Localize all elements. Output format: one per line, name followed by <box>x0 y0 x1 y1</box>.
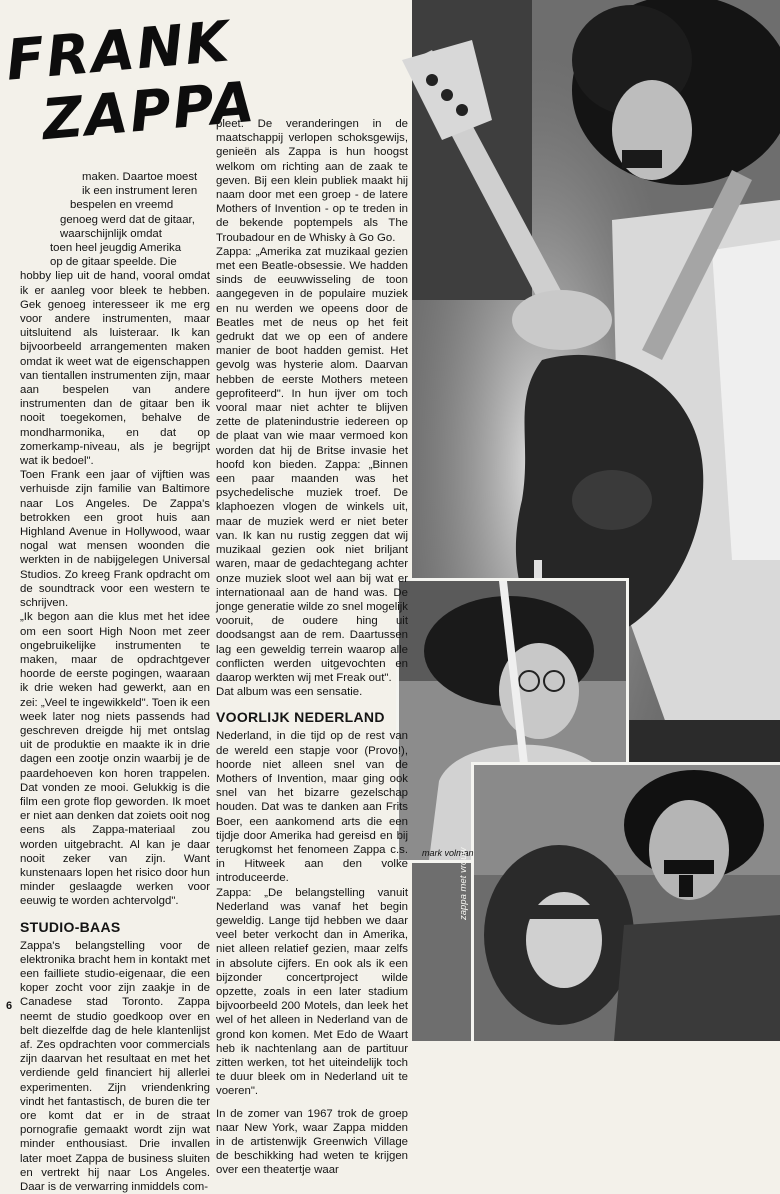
body-paragraph: pleet. De veranderingen in de maatschappij verlopen schoksgewijs, genieën als Zappa is hun hoogst welkom om richting aan de zaak te geven. Bij een klein publiek maakt hij naam door met een groep - de latere Mothers of Invention - op te treden in de bekende poptempels als The Troubadour en de Whisky à Go Go. <box>216 118 408 244</box>
page-number: 6 <box>6 1000 13 1012</box>
body-paragraph: Toen Frank een jaar of vijftien was verhuisde zijn familie van Baltimore naar Los Angeles. De Zappa's betrokken een groot huis aan Highland Avenue in Hollywood, waar nogal wat mensen woonden die werkten in de nabijgelegen Universal Studios. Zo kreeg Frank opdracht om de soundtrack voor een western te schrijven. <box>20 469 210 610</box>
paragraph-spacer <box>216 1099 408 1107</box>
body-paragraph: Nederland, in die tijd op de rest van de wereld een stapje voor (Provo!), hoorde niet alleen snel van de Mothers of Invention, maar ging ook snel van het bizarre gezelschap houden. Dat was te danken aan Frits Boer, een aankomend arts die een tijdje door Amerika had gereisd en bij terugkomst het fenomeen Zappa c.s. in Hitweek aan den volke introduceerde. <box>216 730 408 885</box>
body-paragraph: Zappa: „De belangstelling vanuit Nederland was vanaf het begin geweldig. Lange tijd hebben we daar veel beter verkocht dan in Amerika, niet alleen relatief gezien, maar zelfs in absolute cijfers. En ook als ik een bijzonder concertproject wilde opzette, zoals in een later stadium bijvoorbeeld 200 Motels, dan leek het wel of het alleen in Nederland van de grond kon komen. Met Edo de Waart heb ik nachtenlang aan de partituur zitten werken, tot het uiteindelijk toch te duur bleek om in Nederland uit te voeren". <box>216 886 408 1098</box>
headline-zappa: ZAPPA <box>39 69 259 154</box>
caption-zappa-met-vrouw: zappa met vrouw <box>458 847 469 920</box>
intro-line: genoeg werd dat de gitaar, <box>60 213 195 226</box>
intro-line: maken. Daartoe moest <box>82 171 198 183</box>
body-paragraph: In de zomer van 1967 trok de groep naar New York, waar Zappa midden in de artistenwijk Greenwich Village de beschikking had weten te krijgen over een theatertje waar <box>216 1107 408 1177</box>
intro-line: toen heel jeugdig Amerika <box>50 242 182 255</box>
subheading-studio-baas: STUDIO-BAAS <box>20 918 121 935</box>
subheading-voorlijk-nederland: VOORLIJK NEDERLAND <box>216 709 385 726</box>
zappa-wife-photo <box>471 762 780 1041</box>
intro-line: bespelen en vreemd <box>70 199 174 212</box>
body-paragraph: hobby liep uit de hand, vooral omdat ik er aanleg voor bleek te hebben. Gek genoeg interesseer ik me erg voor andere instrumenten, maar uitsluitend als luisteraar. Ik kan bijvoorbeeld arrangementen maken omdat ik weet wat de eigenschappen van tientallen instrumenten zijn, maar aan bespelen van andere instrumenten dan de gitaar ben ik nooit toegekomen, behalve de mondharmonika, en dat op zomerkamp-niveau, als je begrijpt wat ik bedoel". <box>20 270 210 468</box>
body-paragraph: Zappa: „Amerika zat muzikaal gezien met een Beatle-obsessie. We hadden sinds de eeuwwisseling de toon aangegeven in de populaire muziek en nu werden we opeens door de Beatles met de neus op het feit gedrukt dat we op een of andere manier de boot hadden gemist. Het gevolg was hysterie alom. Daarvan hebben de eerste Mothers meteen geprofiteerd". In hun ijver om toch vooral maar niet achter te blijven zette de platenindustrie iedereen op de plaat van wie maar vermoed kon worden dat hij de Britse invasie het hoofd kon bieden. Zappa: „Binnen een paar maanden was het psychedelische muziek troef. De klaphoezen vlogen de winkels uit, maar de muziek werd er niet beter van. Ik kan nu rustig zeggen dat wij muzikaal gezien ook niet briljant waren, maar de gedachtegang achter onze muziek sloot wel aan bij wat er internationaal aan de hand was. De jonge generatie wilde zo snel mogelijk vooruit, de oudere hing uit doodsangst aan de rem. Daartussen lag een geweldig terrein waarop alle conflicten werden uitgevochten en daarop werkten wij met Freak out". <box>216 245 408 684</box>
intro-line: ik een instrument leren <box>82 185 198 198</box>
left-text-column <box>20 170 210 1194</box>
headline-frank: FRANK <box>3 9 234 94</box>
body-paragraph: Dat album was een sensatie. <box>216 686 363 699</box>
zappa-wife-image <box>474 765 780 1041</box>
body-paragraph: Zappa's belangstelling voor de elektronika bracht hem in kontakt met een failliete studio-eigenaar, die een koper zocht voor zijn zaakje in de Canadese stad Toronto. Zappa neemt de studio goedkoop over en belt diezelfde dag de hele klantenlijst af. Zes opdrachten voor commercials zijn daarvan het resultaat en met het verdiende geld financiert hij allerlei experimenten. Zijn vriendenkring vindt het fantastisch, de buren die ter ore komt dat er in de straat pornografie gemaakt wordt zijn wat minder enthousiast. Drie invallen later moet Zappa de business sluiten en vertrekt hij naar Los Angeles. Daar is de verwarring inmiddels com- <box>20 939 210 1194</box>
intro-line: waarschijnlijk omdat <box>60 227 162 240</box>
middle-text-column <box>216 117 408 1177</box>
body-paragraph: „Ik begon aan die klus met het idee om een soort High Noon met zeer ongebruikelijke instrumenten te maken, maar de opdrachtgever hoorde de eerste pogingen, waaraan ik drie weken had gewerkt, aan en zei: „Veel te ingewikkeld". Toen ik een week later nog niets passends had geschreven dreigde hij met ontslag uit de produktie en maakte ik in drie dagen een zootje onzin waarbij je de paardehoeven kon horen trappelen. Dat vonden ze mooi. Gelukkig is die film een grote flop geworden. Ik moet er niet aan denken dat zoiets ooit nog eens als Zappa-materiaal zou worden uitgebracht. Al kan je daar nooit zeker van zijn. Want kunstenaars lopen het risico door hun minder geslaagde werken voor eeuwig te worden achtervolgd". <box>20 611 210 908</box>
intro-line: op de gitaar speelde. Die <box>50 256 177 269</box>
caption-mark-volman: mark volman <box>422 848 474 858</box>
